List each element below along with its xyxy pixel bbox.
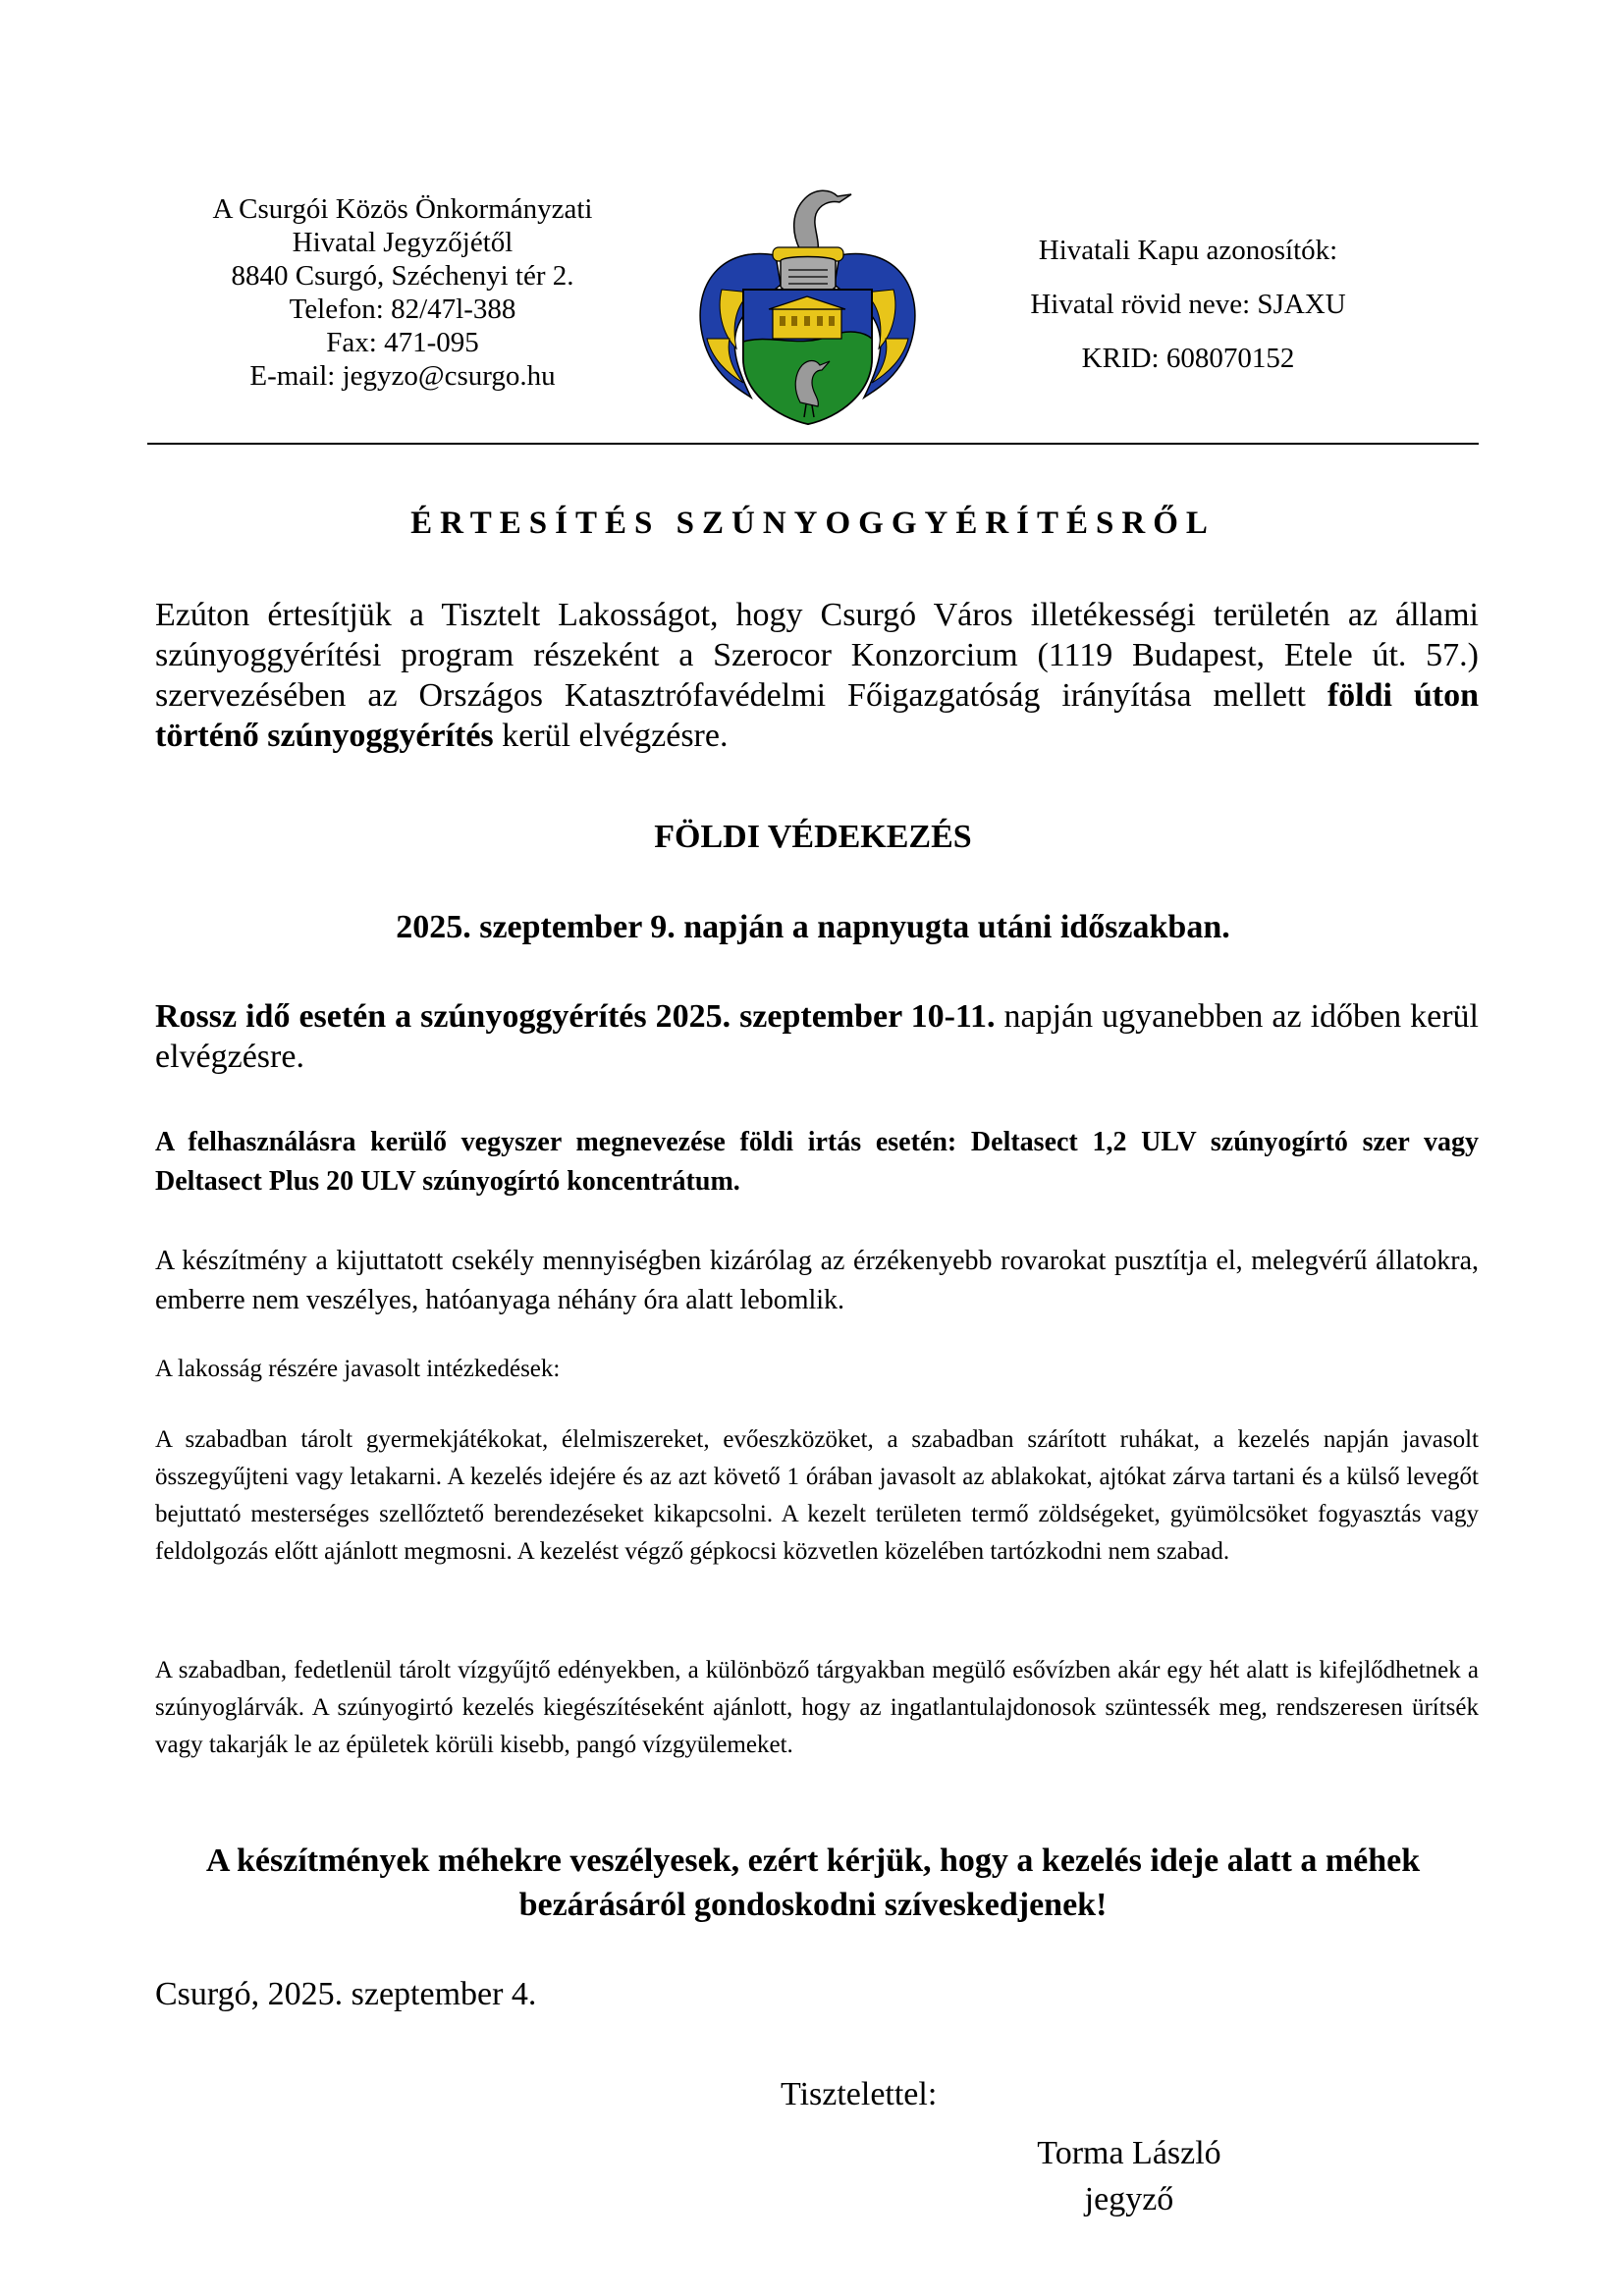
closing-greeting: Tisztelettel: [781,2076,938,2112]
bad-weather-paragraph [155,996,1479,1077]
measures-heading: A lakosság részére javasolt intézkedések: [155,1356,561,1382]
hivatal-short-name: Hivatal rövid neve: SJAXU [1030,289,1346,320]
signature-block [982,2130,1276,2222]
larvae-paragraph: A szabadban, fedetlenül tárolt vízgyűjtő edényekben, a különböző tárgyakban megülő esővízben akár egy hét alatt is kifejlődhetnek a szúnyoglárvák. A szúnyogirtó kezelés kiegészítéseként ajánlott, hogy az ingatlantulajdonosok szüntessék meg, rendszeresen ürítsék vagy takarják le az épületek körüli kisebb, pangó vízgyülemeket. [155,1657,1479,1758]
place-and-date: Csurgó, 2025. szeptember 4. [155,1976,537,2012]
krid-number: KRID: 608070152 [1081,343,1295,374]
treatment-date: 2025. szeptember 9. napján a napnyugta utáni időszakban. [396,909,1230,945]
sender-address-block [157,192,648,393]
sender-line: E-mail: jegyzo@csurgo.hu [249,360,556,392]
hivatali-kapu-label: Hivatali Kapu azonosítók: [1038,235,1338,266]
bee-warning: A készítmények méhekre veszélyesek, ezért kérjük, hogy a kezelés ideje alatt a méhek bezárásáról gondoskodni szíveskedjenek! [205,1842,1421,1923]
foldi-vedekezes-heading: FÖLDI VÉDEKEZÉS [654,819,972,855]
document-title: ÉRTESÍTÉS SZÚNYOGGYÉRÍTÉSRŐL [410,506,1216,541]
intro-text: Ezúton értesítjük a Tisztelt Lakosságot, hogy Csurgó Város illetékességi területén az állami szúnyoggyérítési program részeként a Szerocor Konzorcium (1119 Budapest, Etele út. 57.) szervezésében az Országos Katasztrófavédelmi Főigazgatóság irányítása mellett [155,597,1479,714]
signatory-title: jegyző [1084,2181,1174,2217]
header-divider [147,443,1479,445]
sender-line: A Csurgói Közös Önkormányzati [212,193,593,225]
sender-line: Hivatal Jegyzőjétől [292,227,514,258]
coat-of-arms-icon [682,177,933,427]
sender-line: Fax: 471-095 [326,327,479,358]
intro-text-end: kerül elvégzésre. [493,718,729,754]
measures-paragraph: A szabadban tárolt gyermekjátékokat, élelmiszereket, evőeszközöket, a szabadban szárított ruhákat, a kezelés napján javasolt összegyűjteni vagy letakarni. A kezelés idejére és az azt követő 1 órában javasolt az ablakokat, ajtókat zárva tartani és a külső levegőt bejuttató mesterséges szellőztető berendezéseket kikapcsolni. A kezelt területen termő zöldségeket, gyümölcsöket fogyasztás vagy feldolgozás előtt ajánlott megmosni. A kezelést végző gépkocsi közvetlen közelében tartózkodni nem szabad. [155,1426,1479,1565]
sender-line: 8840 Csurgó, Széchenyi tér 2. [231,260,574,292]
bad-weather-text: napján ugyanebben az időben kerül elvégzésre. [155,998,1479,1075]
bad-weather-bold: Rossz idő esetén a szúnyoggyérítés 2025. szeptember 10-11. [155,998,996,1035]
signatory-name: Torma László [1037,2135,1221,2171]
intro-paragraph [155,595,1479,756]
intro-bold-text: földi úton történő szúnyoggyérítés [155,677,1480,754]
product-paragraph: A készítmény a kijuttatott csekély mennyiségben kizárólag az érzékenyebb rovarokat pusztítja el, melegvérű állatokra, emberre nem veszélyes, hatóanyaga néhány óra alatt lebomlik. [155,1246,1479,1315]
chemical-paragraph: A felhasználásra kerülő vegyszer megnevezése földi irtás esetén: Deltasect 1,2 ULV szúnyogírtó szer vagy Deltasect Plus 20 ULV szúnyogírtó koncentrátum. [155,1127,1479,1197]
sender-line: Telefon: 82/47l-388 [289,294,516,325]
hivatali-kapu-block [982,234,1394,396]
